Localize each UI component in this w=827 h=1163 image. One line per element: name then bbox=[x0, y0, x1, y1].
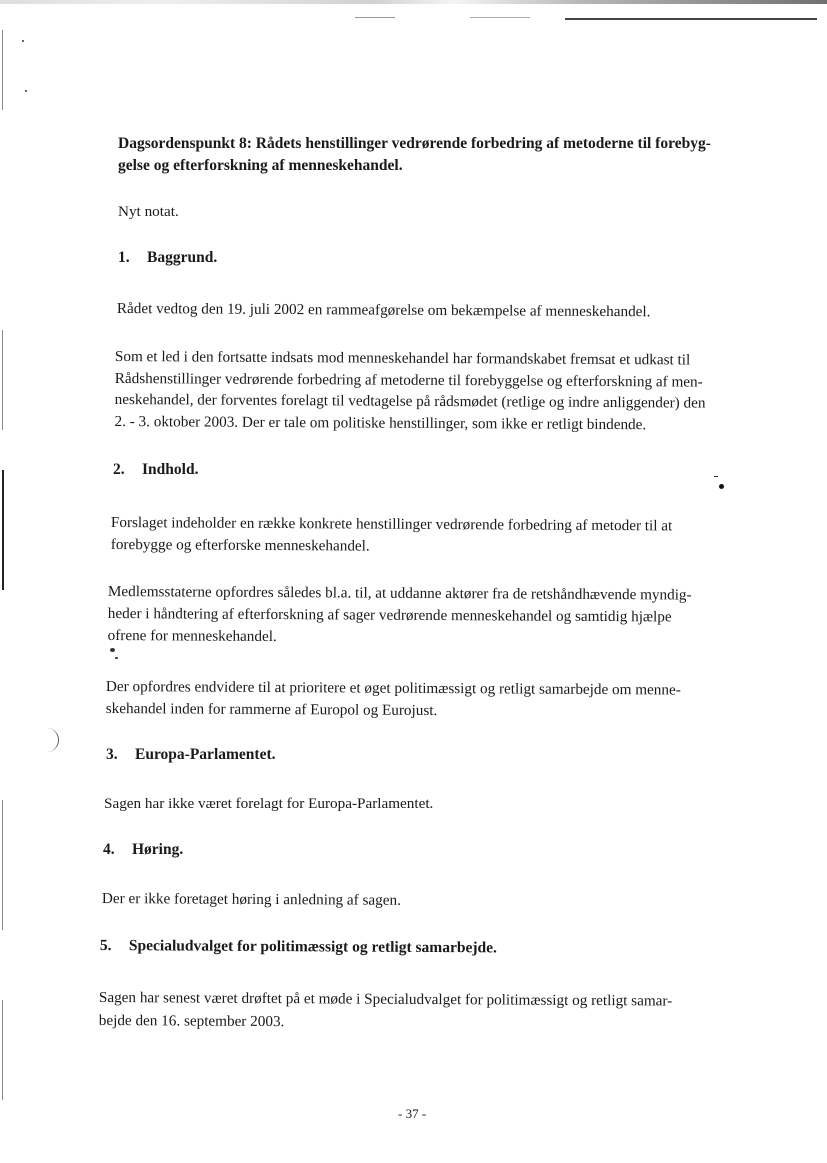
section-heading bbox=[106, 746, 275, 764]
scan-speck bbox=[719, 484, 724, 489]
paragraph-line: Rådshenstillinger vedrørende forbedring af metoderne til forebyggelse og efterforskning af men- bbox=[114, 369, 703, 391]
section-title: Indhold. bbox=[142, 461, 199, 478]
scan-speck bbox=[714, 476, 718, 477]
page-number: - 37 - bbox=[398, 1106, 427, 1121]
section-title: Høring. bbox=[132, 841, 184, 858]
paragraph bbox=[117, 299, 651, 322]
paragraph-line: forebygge og efterforske menneskehandel. bbox=[110, 535, 370, 555]
scan-left-edge bbox=[2, 330, 3, 430]
scan-left-edge bbox=[2, 800, 3, 930]
scan-artifact-line bbox=[355, 17, 395, 18]
paragraph-line: heder i håndtering af efterforskning af sager vedrørende menneskehandel og samtidig hjælpe bbox=[107, 604, 672, 626]
paragraph-line: 2. - 3. oktober 2003. Der er tale om politiske henstillinger, som ikke er retligt bindende. bbox=[114, 412, 647, 433]
paragraph-line: Sagen har senest været drøftet på et møde i Specialudvalget for politimæssigt og retligt samar- bbox=[98, 988, 673, 1010]
section-number: 1. bbox=[118, 249, 130, 266]
paragraph bbox=[114, 346, 705, 436]
paragraph bbox=[99, 986, 673, 1036]
paragraph-line: Medlemsstaterne opfordres således bl.a. til, at uddanne aktører fra de retshåndhævende myndig- bbox=[107, 582, 692, 604]
paragraph-line: Der er ikke foretaget høring i anledning af sagen. bbox=[101, 890, 401, 909]
section-number: 3. bbox=[106, 746, 118, 763]
scan-speck bbox=[115, 657, 118, 659]
scan-speck bbox=[22, 40, 24, 42]
paragraph bbox=[102, 889, 401, 911]
paragraph bbox=[108, 581, 692, 651]
scan-speck bbox=[110, 648, 115, 652]
paragraph-line: skehandel inden for rammerne af Europol og Eurojust. bbox=[105, 699, 438, 720]
paragraph bbox=[106, 676, 681, 724]
paragraph-line: Rådet vedtog den 19. juli 2002 en rammeafgørelse om bekæmpelse af menneskehandel. bbox=[116, 299, 651, 321]
section-title: Europa-Parlamentet. bbox=[135, 746, 276, 763]
section-title: Baggrund. bbox=[147, 249, 218, 266]
scan-artifact-line bbox=[470, 17, 530, 18]
paragraph-line: Sagen har ikke været forelagt for Europa-Parlamentet. bbox=[104, 795, 434, 812]
title-line: gelse og efterforskning af menneskehandel. bbox=[118, 157, 403, 174]
scan-left-edge bbox=[2, 1000, 3, 1100]
section-heading bbox=[100, 937, 497, 957]
paragraph bbox=[111, 512, 673, 559]
paragraph-line: ofrene for menneskehandel. bbox=[107, 626, 277, 646]
document-title bbox=[118, 133, 711, 177]
paragraph bbox=[104, 794, 433, 814]
paragraph-line: Der opfordres endvidere til at prioritere et øget politimæssigt og retligt samarbejde om menne- bbox=[105, 677, 681, 699]
paragraph-line: neskehandel, der forventes forelagt til vedtagelse på rådsmødet (retlige og indre anliggender) den bbox=[114, 390, 706, 412]
section-heading bbox=[103, 841, 183, 859]
section-title: Specialudvalget for politimæssigt og retligt samarbejde. bbox=[128, 937, 497, 957]
scan-artifact-line bbox=[565, 18, 817, 20]
section-number: 5. bbox=[99, 937, 112, 955]
scan-paren-mark bbox=[44, 728, 59, 752]
section-number: 4. bbox=[103, 841, 115, 858]
scan-left-edge bbox=[2, 30, 3, 110]
section-heading bbox=[113, 461, 198, 479]
scan-left-edge bbox=[2, 470, 4, 590]
section-heading bbox=[118, 249, 217, 267]
paragraph-line: Forslaget indeholder en række konkrete henstillinger vedrørende forbedring af metoder til at bbox=[110, 513, 673, 535]
scan-speck bbox=[25, 90, 27, 92]
scan-top-edge bbox=[0, 0, 827, 4]
note-text: Nyt notat. bbox=[118, 203, 179, 220]
title-line: Dagsordenspunkt 8: Rådets henstillinger vedrørende forbedring af metoderne til forebyg- bbox=[118, 135, 711, 152]
paragraph-line: Som et led i den fortsatte indsats mod menneskehandel har formandskabet fremsat et udkast til bbox=[114, 347, 691, 369]
paragraph-line: bejde den 16. september 2003. bbox=[98, 1011, 285, 1031]
section-number: 2. bbox=[113, 461, 125, 478]
